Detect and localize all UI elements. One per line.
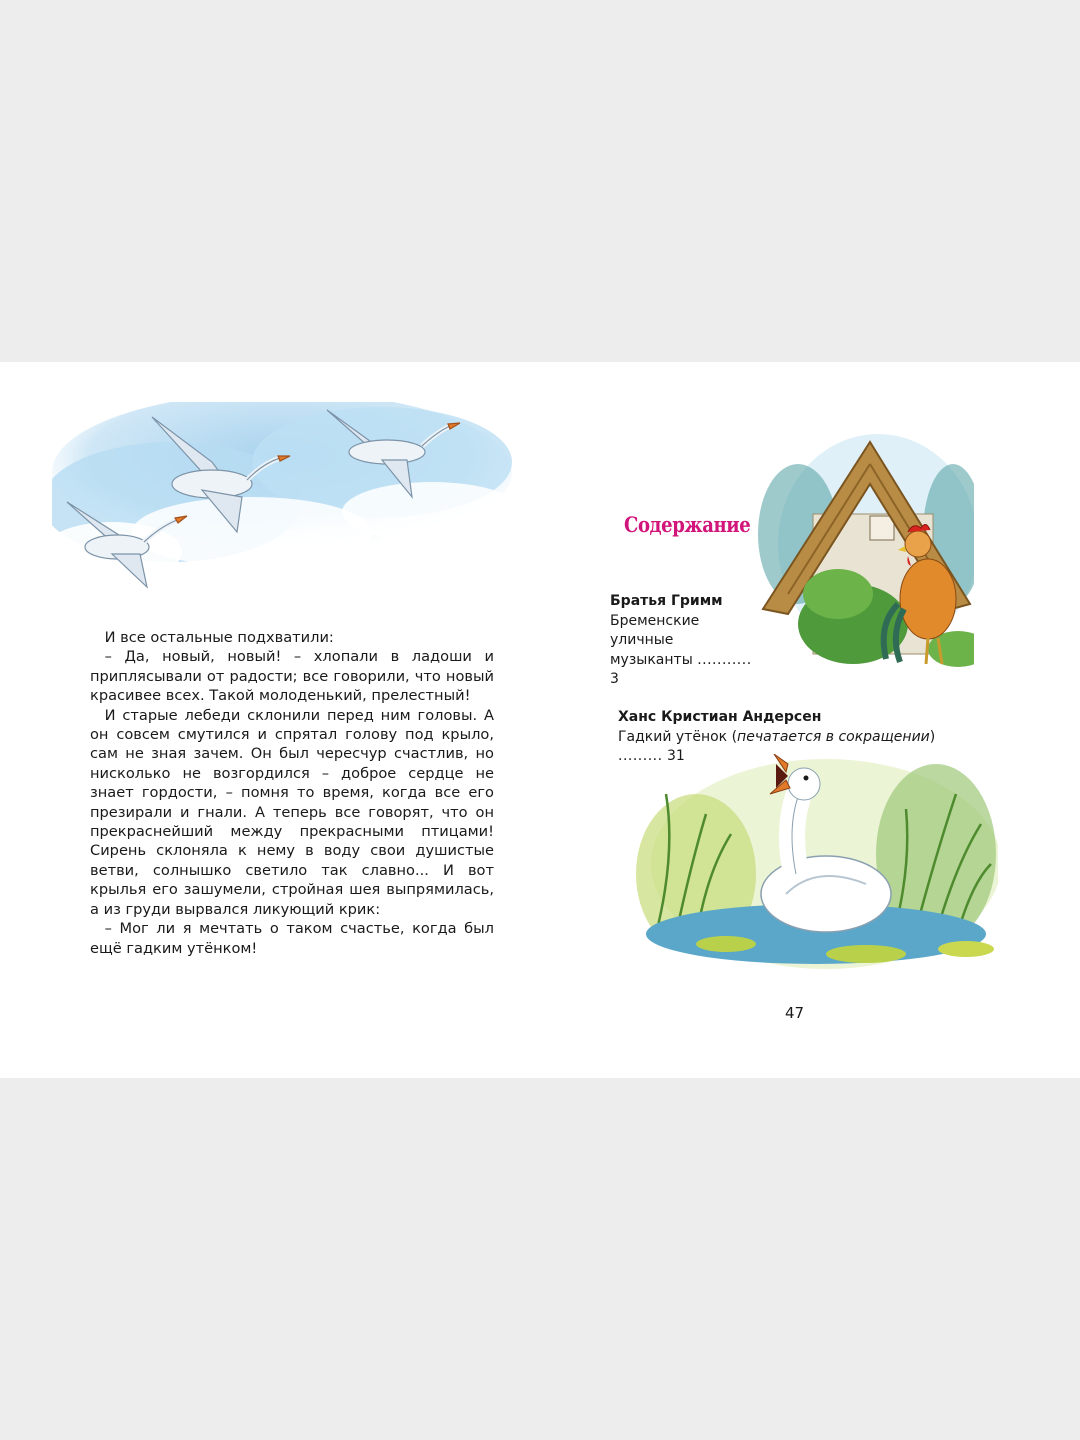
story-paragraph: И все остальные подхватили: [90,629,334,646]
toc-title: Содержание [624,512,751,537]
toc-entry [610,592,760,690]
toc-title-text: музыканты [610,651,693,668]
story-paragraph: И старые лебеди склонили перед ним головы. А он совсем смутился и спрятал голову под крыло, сам не зная зачем. Он был чересчур счастлив, но нисколько не возгордился – доброе сердце не знает гордости, – помня то время, когда все его презирали и гнали. А теперь все говорят, что он прекраснейший между прекрасными птицами! Сирень склоняла к нему в воду свои душистые ветви, солнышко светило так славно... И вот крылья его зашумели, стройная шея выпрямилась, а из груди вырвался ликующий крик: [90,706,494,918]
toc-author: Ханс Кристиан Андерсен [618,709,822,725]
toc-title-line: уличные [610,632,674,648]
toc-author: Братья Гримм [610,593,723,609]
book-spread [0,362,1080,1078]
flying-swans-illustration [52,402,512,602]
story-text [90,628,494,958]
toc-title-text: Гадкий утёнок ( [618,728,738,745]
toc-page-number: 31 [667,748,685,764]
duck-illustration [636,754,998,976]
rooster-house-illustration [758,424,974,674]
toc-leader-dots: ........... [697,651,752,668]
toc-title-line: Бременские [610,612,700,629]
toc-page-number: 3 [610,671,619,687]
page-number: 47 [785,1004,805,1022]
story-paragraph: – Мог ли я мечтать о таком счастье, когда был ещё гадким утёнком! [90,920,494,957]
toc-note: печатается в сокращении [737,728,930,745]
toc-title-line [610,651,760,690]
toc-leader-dots: ......... [618,748,663,764]
toc-title-end: ) [929,728,936,745]
story-paragraph: – Да, новый, новый! – хлопали в ладоши и приплясывали от радости; все говорили, что новый красивее всех. Такой молоденький, прелестный! [90,648,494,705]
